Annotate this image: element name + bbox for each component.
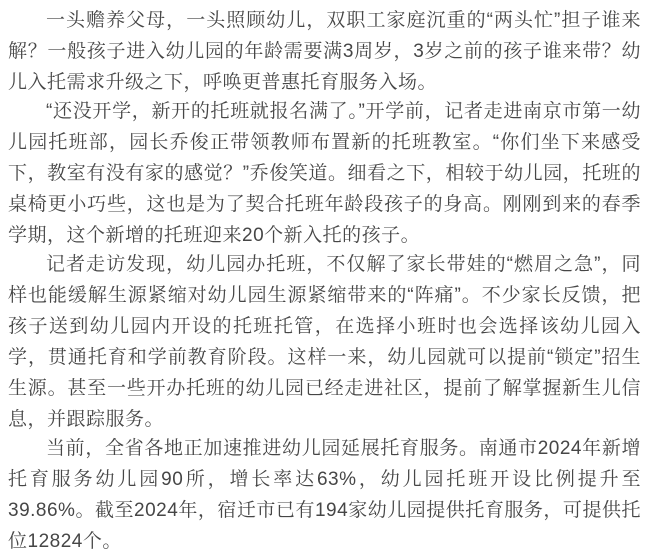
paragraph-kindergarten-visit: “还没开学，新开的托班就报名满了。”开学前，记者走进南京市第一幼儿园托班部，园长乔俊正带领教师布置新的托班教室。“你们坐下来感受下，教室有没有家的感觉？”乔俊笑道。细看之下，相较于幼儿园，托班的桌椅更小巧些，这也是为了契合托班年龄段孩子的身高。刚刚到来的春季学期，这个新增的托班迎来20个新入托的孩子。: [8, 101, 641, 246]
paragraph-intro: 一头赡养父母，一头照顾幼儿，双职工家庭沉重的“两头忙”担子谁来解？一般孩子进入幼儿园的年龄需要满3周岁，3岁之前的孩子谁来带？幼儿入托需求升级之下，呼唤更普惠托育服务入场。: [8, 10, 641, 93]
paragraph-province-statistics: 当前，全省各地正加速推进幼儿园延展托育服务。南通市2024年新增托育服务幼儿园90所，增长率达63%，幼儿园托班开设比例提升至39.86%。截至2024年，宿迁市已有194家幼儿园提供托育服务，可提供托位12824个。: [8, 438, 641, 552]
paragraph-reporter-findings: 记者走访发现，幼儿园办托班，不仅解了家长带娃的“燃眉之急”，同样也能缓解生源紧缩对幼儿园生源紧缩带来的“阵痛”。不少家长反馈，把孩子送到幼儿园内开设的托班托管，在选择小班时也会选择该幼儿园入学，贯通托育和学前教育阶段。这样一来，幼儿园就可以提前“锁定”招生生源。甚至一些开办托班的幼儿园已经走进社区，提前了解掌握新生儿信息，并跟踪服务。: [8, 254, 641, 430]
